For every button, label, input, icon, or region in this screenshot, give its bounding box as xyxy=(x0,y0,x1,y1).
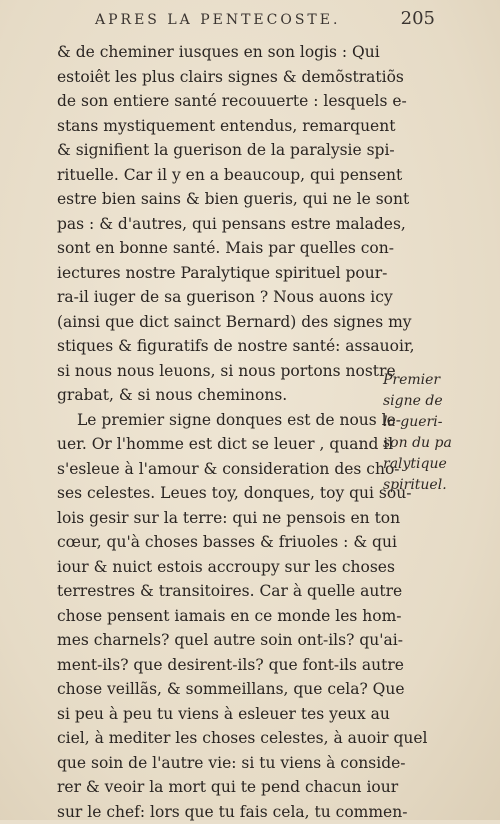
text-line: si nous nous leuons, si nous portons nostre xyxy=(57,359,387,384)
text-line: iour & nuict estois accroupy sur les choses xyxy=(57,555,387,580)
text-line: cœur, qu'à choses basses & friuoles : & qui xyxy=(57,530,387,555)
text-line: terrestres & transitoires. Car à quelle autre xyxy=(57,579,387,604)
text-line: lois gesir sur la terre: qui ne pensois en ton xyxy=(57,506,387,531)
text-line: iectures nostre Paralytique spirituel pour- xyxy=(57,261,387,286)
margin-note xyxy=(383,370,493,496)
text-line: si peu à peu tu viens à esleuer tes yeux au xyxy=(57,702,387,727)
text-line: rituelle. Car il y en a beaucoup, qui pensent xyxy=(57,163,387,188)
text-line: ciel, à mediter les choses celestes, à auoir quel xyxy=(57,726,387,751)
margin-note-line: Premier xyxy=(383,370,493,391)
text-line: grabat, & si nous cheminons. xyxy=(57,383,387,408)
text-line: rer & veoir la mort qui te pend chacun iour xyxy=(57,775,387,800)
text-line: & signifient la guerison de la paralysie spi- xyxy=(57,138,387,163)
margin-note-line: la gueri- xyxy=(383,412,493,433)
text-line: stans mystiquement entendus, remarquent xyxy=(57,114,387,139)
page-number: 205 xyxy=(401,8,435,29)
text-line: sont en bonne santé. Mais par quelles con- xyxy=(57,236,387,261)
text-line: que soin de l'autre vie: si tu viens à conside- xyxy=(57,751,387,776)
text-line: ra-il iuger de sa guerison ? Nous auons icy xyxy=(57,285,387,310)
text-line: sur le chef: lors que tu fais cela, tu commen- xyxy=(57,800,387,824)
text-line: estoiêt les plus clairs signes & demõstratiõs xyxy=(57,65,387,90)
text-line: de son entiere santé recouuerte : lesquels e- xyxy=(57,89,387,114)
margin-note-line: ralytique xyxy=(383,454,493,475)
text-line: pas : & d'autres, qui pensans estre malades, xyxy=(57,212,387,237)
running-head: APRES LA PENTECOSTE. xyxy=(95,12,340,28)
page-header xyxy=(95,8,445,34)
body-text xyxy=(57,40,387,824)
text-line: (ainsi que dict sainct Bernard) des signes my xyxy=(57,310,387,335)
text-line: & de cheminer iusques en son logis : Qui xyxy=(57,40,387,65)
text-line: Le premier signe donques est de nous le- xyxy=(57,408,387,433)
text-line: mes charnels? quel autre soin ont-ils? qu'ai- xyxy=(57,628,387,653)
margin-note-line: son du pa xyxy=(383,433,493,454)
text-line: chose pensent iamais en ce monde les hom- xyxy=(57,604,387,629)
text-line: ment-ils? que desirent-ils? que font-ils autre xyxy=(57,653,387,678)
text-line: stiques & figuratifs de nostre santé: assauoir, xyxy=(57,334,387,359)
text-line: estre bien sains & bien gueris, qui ne le sont xyxy=(57,187,387,212)
text-line: uer. Or l'homme est dict se leuer , quand il xyxy=(57,432,387,457)
margin-note-line: signe de xyxy=(383,391,493,412)
text-line: ses celestes. Leues toy, donques, toy qui sou- xyxy=(57,481,387,506)
text-line: s'esleue à l'amour & consideration des cho- xyxy=(57,457,387,482)
text-line: chose veillãs, & sommeillans, que cela? Que xyxy=(57,677,387,702)
margin-note-line: spirituel. xyxy=(383,475,493,496)
